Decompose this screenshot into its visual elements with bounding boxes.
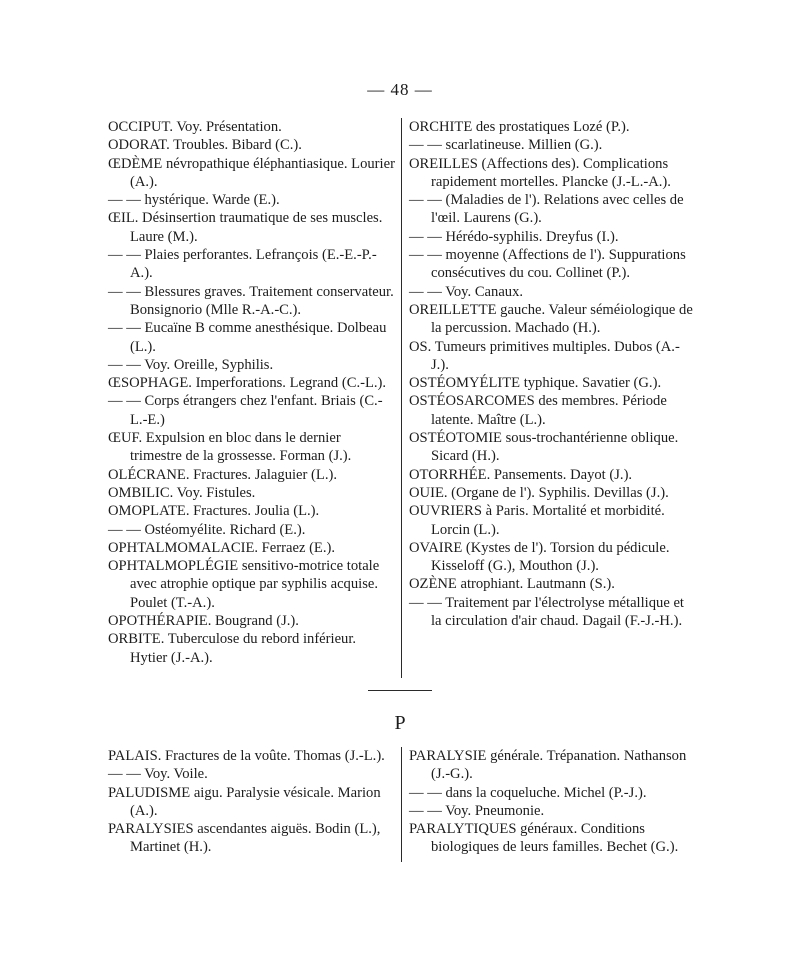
index-entry: OUVRIERS à Paris. Mortalité et morbidité. Lorcin (L.). bbox=[409, 503, 665, 538]
index-entry: OSTÉOSARCOMES des membres. Période latente. Maître (L.). bbox=[409, 393, 667, 428]
index-entry: ŒUF. Expulsion en bloc dans le dernier trimestre de la grossesse. Forman (J.). bbox=[108, 430, 352, 465]
column-divider bbox=[401, 118, 402, 678]
index-entry: PARALYSIE générale. Trépanation. Nathanson (J.-G.). bbox=[409, 748, 687, 783]
index-entry: OVAIRE (Kystes de l'). Torsion du pédicule. Kisseloff (G.), Mouthon (J.). bbox=[409, 539, 670, 575]
index-entry: — — Eucaïne B comme anesthésique. Dolbeau (L.). bbox=[108, 320, 387, 355]
index-entry: — — Corps étrangers chez l'enfant. Briais (C.-L.-E.) bbox=[108, 393, 383, 428]
index-entry: — — Voy. Canaux. bbox=[409, 283, 524, 300]
section-letter: P bbox=[394, 712, 406, 734]
index-entry: — — Plaies perforantes. Lefrançois (E.-E.-P.-A.). bbox=[108, 247, 377, 282]
index-entry: ŒSOPHAGE. Imperforations. Legrand (C.-L.). bbox=[108, 375, 387, 392]
index-entry: ORCHITE des prostatiques Lozé (P.). bbox=[409, 119, 630, 135]
index-entry: — — (Maladies de l'). Relations avec celles de l'œil. Laurens (G.). bbox=[409, 192, 684, 227]
section-separator bbox=[368, 690, 432, 691]
section-o-right-column bbox=[409, 118, 694, 630]
index-entry: ODORAT. Troubles. Bibard (C.). bbox=[108, 137, 302, 154]
index-entry: — — Traitement par l'électrolyse métallique et la circulation d'air chaud. Dagail (F.-J.-H.). bbox=[409, 594, 684, 630]
index-entry: — — Blessures graves. Traitement conservateur. Bonsignorio (Mlle R.-A.-C.). bbox=[108, 283, 394, 318]
index-entry: OLÉCRANE. Fractures. Jalaguier (L.). bbox=[108, 466, 337, 483]
index-entry: ORBITE. Tuberculose du rebord inférieur. Hytier (J.-A.). bbox=[108, 631, 357, 666]
index-entry: OPHTALMOMALACIE. Ferraez (E.). bbox=[108, 539, 336, 556]
index-entry: — — hystérique. Warde (E.). bbox=[108, 192, 280, 209]
index-entry: — — Voy. Oreille, Syphilis. bbox=[108, 356, 274, 373]
index-entry: OPOTHÉRAPIE. Bougrand (J.). bbox=[108, 613, 299, 630]
page-number: — 48 — bbox=[367, 80, 433, 99]
section-o-left-column bbox=[108, 118, 395, 667]
index-entry: PARALYSIES ascendantes aiguës. Bodin (L.), Martinet (H.). bbox=[108, 821, 381, 856]
section-p-right-column bbox=[409, 747, 694, 857]
index-entry: OS. Tumeurs primitives multiples. Dubos (A.-J.). bbox=[409, 338, 680, 373]
index-entry: OCCIPUT. Voy. Présentation. bbox=[108, 119, 282, 135]
index-entry: ŒDÈME névropathique éléphantiasique. Lourier (A.). bbox=[108, 155, 395, 190]
index-entry: OPHTALMOPLÉGIE sensitivo-motrice totale avec atrophie optique par syphilis acquise. Poulet (T.-A.). bbox=[108, 558, 380, 611]
index-entry: — — Voy. Pneumonie. bbox=[409, 802, 545, 819]
index-entry: OTORRHÉE. Pansements. Dayot (J.). bbox=[409, 466, 633, 483]
index-entry: OREILLES (Affections des). Complications rapidement mortelles. Plancke (J.-L.-A.). bbox=[409, 155, 671, 190]
index-entry: OZÈNE atrophiant. Lautmann (S.). bbox=[409, 576, 615, 593]
section-p-left-column bbox=[108, 747, 395, 857]
index-entry: — — scarlatineuse. Millien (G.). bbox=[409, 137, 603, 154]
index-entry: OMOPLATE. Fractures. Joulia (L.). bbox=[108, 503, 320, 520]
index-entry: — — dans la coqueluche. Michel (P.-J.). bbox=[409, 784, 647, 801]
index-entry: — — moyenne (Affections de l'). Suppurations consécutives du cou. Collinet (P.). bbox=[409, 247, 686, 282]
index-entry: OSTÉOTOMIE sous-trochantérienne oblique. Sicard (H.). bbox=[409, 430, 679, 465]
index-entry: — — Voy. Voile. bbox=[108, 766, 208, 783]
index-entry: ŒIL. Désinsertion traumatique de ses muscles. Laure (M.). bbox=[108, 210, 383, 245]
index-entry: PALAIS. Fractures de la voûte. Thomas (J.-L.). bbox=[108, 748, 385, 764]
index-entry: OSTÉOMYÉLITE typhique. Savatier (G.). bbox=[409, 375, 662, 392]
index-entry: PARALYTIQUES généraux. Conditions biologiques de leurs familles. Bechet (G.). bbox=[409, 821, 679, 856]
column-divider bbox=[401, 747, 402, 862]
index-entry: OUIE. (Organe de l'). Syphilis. Devillas (J.). bbox=[409, 484, 669, 501]
index-entry: — — Hérédo-syphilis. Dreyfus (I.). bbox=[409, 228, 619, 245]
index-entry: OREILLETTE gauche. Valeur séméiologique de la percussion. Machado (H.). bbox=[409, 301, 693, 337]
index-entry: — — Ostéomyélite. Richard (E.). bbox=[108, 521, 306, 538]
index-entry: OMBILIC. Voy. Fistules. bbox=[108, 484, 256, 501]
index-entry: PALUDISME aigu. Paralysie vésicale. Marion (A.). bbox=[108, 784, 381, 819]
